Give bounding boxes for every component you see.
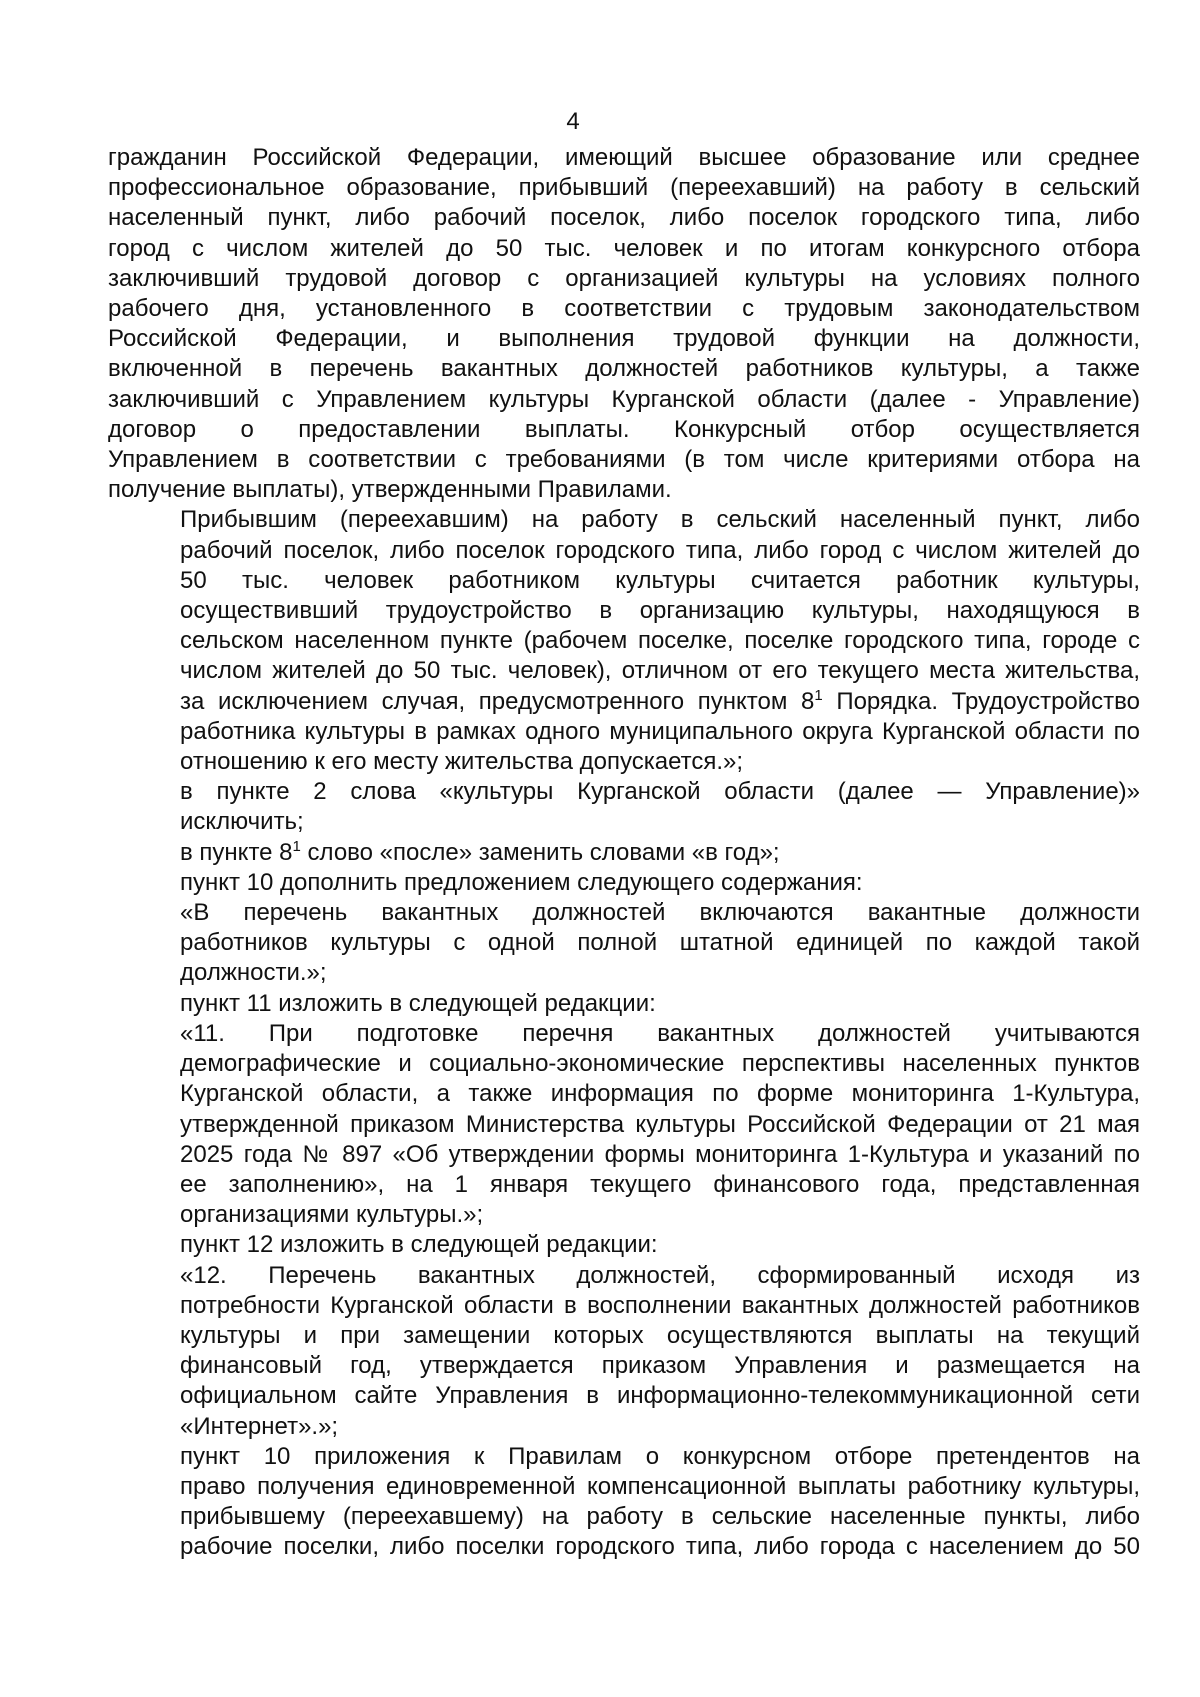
text-line: работников культуры с одной полной штатной единицей по каждой такой bbox=[180, 929, 1140, 957]
text-line: 50 тыс. человек работником культуры считается работник культуры, bbox=[180, 566, 1140, 594]
text-line: организациями культуры.»; bbox=[180, 1201, 484, 1229]
text-line: пункт 10 дополнить предложением следующего содержания: bbox=[180, 868, 863, 896]
paragraph bbox=[108, 1230, 1140, 1260]
paragraph bbox=[108, 898, 1140, 989]
text-line: рабочего дня, установленного в соответствии с трудовым законодательством bbox=[108, 295, 1140, 323]
paragraph bbox=[108, 143, 1140, 505]
text-line: включенной в перечень вакантных должностей работников культуры, а также bbox=[108, 355, 1140, 383]
text-line: осуществивший трудоустройство в организацию культуры, находящуюся в bbox=[180, 597, 1140, 625]
text-line: исключить; bbox=[180, 808, 304, 836]
text-line: заключивший трудовой договор с организацией культуры на условиях полного bbox=[108, 264, 1140, 292]
text-line: 2025 года № 897 «Об утверждении формы мониторинга 1-Культура и указаний по bbox=[180, 1140, 1140, 1168]
paragraph bbox=[108, 838, 1140, 868]
text-line: получение выплаты), утвержденными Правилами. bbox=[108, 476, 672, 504]
text-line: договор о предоставлении выплаты. Конкурсный отбор осуществляется bbox=[108, 415, 1140, 443]
text-line: Прибывшим (переехавшим) на работу в сельский населенный пункт, либо bbox=[180, 506, 1140, 534]
text-line: прибывшему (переехавшему) на работу в сельские населенные пункты, либо bbox=[180, 1503, 1140, 1531]
text-line: заключивший с Управлением культуры Курганской области (далее - Управление) bbox=[108, 385, 1140, 413]
text-line: утвержденной приказом Министерства культуры Российской Федерации от 21 мая bbox=[180, 1110, 1140, 1138]
text-line: профессиональное образование, прибывший (переехавший) на работу в сельский bbox=[108, 174, 1140, 202]
text-line: «Интернет».»; bbox=[180, 1412, 339, 1440]
text-line: рабочие поселки, либо поселки городского типа, либо города с населением до 50 bbox=[180, 1533, 1140, 1561]
document-body bbox=[108, 143, 1140, 1563]
text-line: Управлением в соответствии с требованиями (в том числе критериями отбора на bbox=[108, 446, 1140, 474]
text-line: потребности Курганской области в восполнении вакантных должностей работников bbox=[180, 1291, 1140, 1319]
text-line: в пункте 2 слова «культуры Курганской области (далее — Управление)» bbox=[180, 778, 1140, 806]
text-line: в пункте $8^1$ слово «после» заменить словами «в год»; bbox=[180, 837, 780, 866]
text-line: «12. Перечень вакантных должностей, сформированный исходя из bbox=[180, 1261, 1140, 1289]
text-line: культуры и при замещении которых осуществляются выплаты на текущий bbox=[180, 1321, 1140, 1349]
text-line: за исключением случая, предусмотренного пунктом $8^1$ Порядка. Трудоустройство bbox=[180, 686, 1140, 715]
paragraph bbox=[108, 777, 1140, 837]
text-line: гражданин Российской Федерации, имеющий высшее образование или среднее bbox=[108, 144, 1140, 171]
text-line: пункт 10 приложения к Правилам о конкурсном отборе претендентов на bbox=[180, 1442, 1140, 1470]
paragraph bbox=[108, 1019, 1140, 1230]
text-line: право получения единовременной компенсационной выплаты работнику культуры, bbox=[180, 1472, 1140, 1500]
text-line: должности.»; bbox=[180, 959, 327, 987]
paragraph bbox=[108, 868, 1140, 898]
paragraph bbox=[108, 1442, 1140, 1563]
text-line: «В перечень вакантных должностей включаются вакантные должности bbox=[180, 899, 1140, 927]
text-line: официальном сайте Управления в информационно-телекоммуникационной сети bbox=[180, 1382, 1140, 1410]
text-line: пункт 11 изложить в следующей редакции: bbox=[180, 989, 656, 1017]
text-line: числом жителей до 50 тыс. человек), отличном от его текущего места жительства, bbox=[180, 657, 1140, 685]
text-line: финансовый год, утверждается приказом Управления и размещается на bbox=[180, 1352, 1140, 1380]
paragraph bbox=[108, 989, 1140, 1019]
text-line: работника культуры в рамках одного муниципального округа Курганской области по bbox=[180, 717, 1140, 745]
text-line: пункт 12 изложить в следующей редакции: bbox=[180, 1231, 658, 1259]
text-line: населенный пункт, либо рабочий поселок, либо поселок городского типа, либо bbox=[108, 204, 1140, 232]
page-number: 4 bbox=[566, 108, 580, 135]
text-line: рабочий поселок, либо поселок городского типа, либо город с числом жителей до bbox=[180, 536, 1140, 564]
text-line: город с числом жителей до 50 тыс. человек и по итогам конкурсного отбора bbox=[108, 234, 1140, 262]
text-line: сельском населенном пункте (рабочем поселке, поселке городского типа, городе с bbox=[180, 627, 1140, 655]
text-line: «11. При подготовке перечня вакантных должностей учитываются bbox=[180, 1019, 1140, 1047]
text-line: Курганской области, а также информация по форме мониторинга 1-Культура, bbox=[180, 1080, 1140, 1108]
text-line: демографические и социально-экономические перспективы населенных пунктов bbox=[180, 1050, 1140, 1078]
text-line: отношению к его месту жительства допускается.»; bbox=[180, 748, 744, 776]
text-line: Российской Федерации, и выполнения трудовой функции на должности, bbox=[108, 325, 1140, 353]
paragraph bbox=[108, 505, 1140, 777]
text-line: ее заполнению», на 1 января текущего финансового года, представленная bbox=[180, 1170, 1140, 1198]
paragraph bbox=[108, 1261, 1140, 1442]
